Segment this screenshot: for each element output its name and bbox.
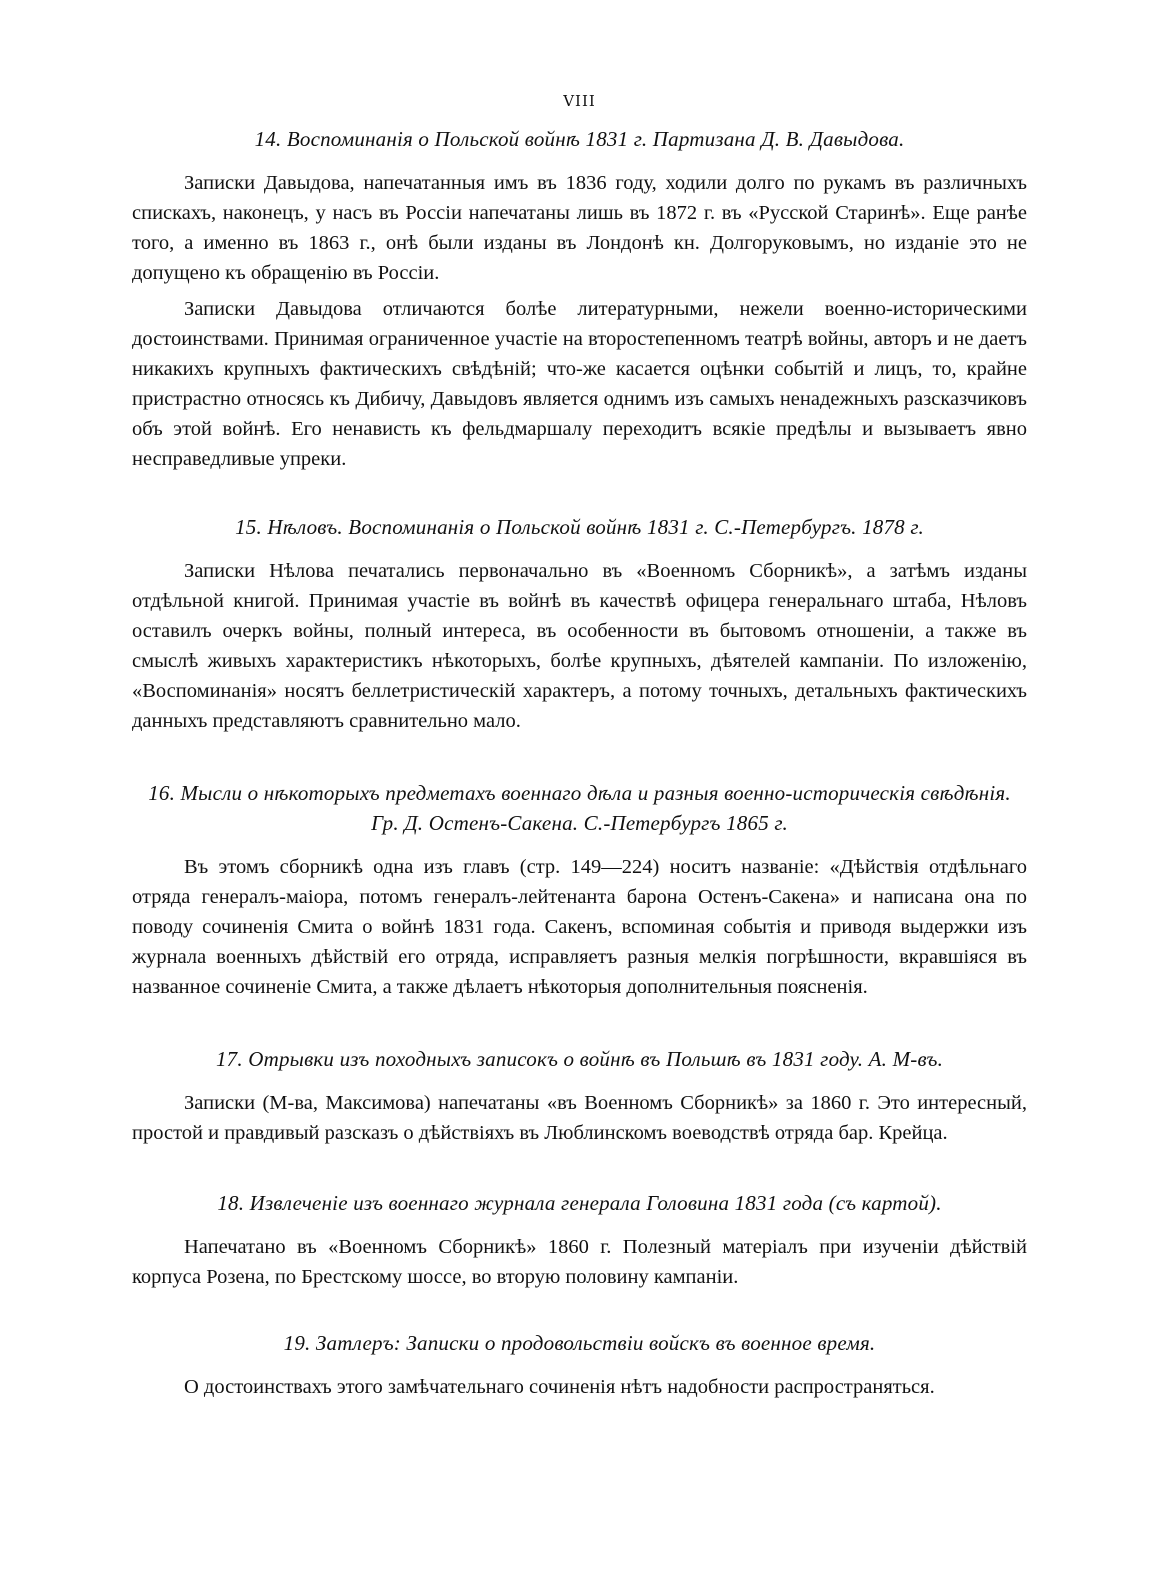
entry-14	[132, 124, 1027, 474]
spacer	[132, 742, 1027, 778]
entry-title: 16. Мысли о нѣкоторыхъ предметахъ военнаго дѣла и разныя военно-историческія свѣдѣнія. Гр. Д. Остенъ-Сакена. С.-Петербургъ 1865 г.	[148, 781, 1011, 835]
entry-body	[132, 1232, 1027, 1292]
entry-15	[132, 512, 1027, 736]
document-page	[132, 92, 1027, 1408]
paragraph: Записки Давыдова, напечатанныя имъ въ 1836 году, ходили долго по рукамъ въ различныхъ спискахъ, наконецъ, у насъ въ Россіи напечатаны лишь въ 1872 г. въ «Русской Старинѣ». Еще ранѣе того, а именно въ 1863 г., онѣ были изданы въ Лондонѣ кн. Долгоруковымъ, но изданіе это не допущено къ обращенію въ Россіи.	[132, 172, 1027, 284]
entry-body	[132, 852, 1027, 1002]
paragraph: О достоинствахъ этого замѣчательнаго сочиненія нѣтъ надобности распространяться.	[184, 1376, 935, 1398]
entry-19	[132, 1328, 1027, 1402]
entry-body	[132, 168, 1027, 474]
entry-17	[132, 1044, 1027, 1148]
entry-18	[132, 1188, 1027, 1292]
spacer	[132, 1008, 1027, 1044]
spacer	[132, 1298, 1027, 1328]
entry-16	[132, 778, 1027, 1002]
entry-title: 17. Отрывки изъ походныхъ записокъ о войнѣ въ Польшѣ въ 1831 году. А. М-въ.	[215, 1047, 944, 1071]
entry-title: 15. Нѣловъ. Воспоминанія о Польской войнѣ 1831 г. С.-Петербургъ. 1878 г.	[235, 515, 924, 539]
paragraph: Въ этомъ сборникѣ одна изъ главъ (стр. 149—224) носитъ названіе: «Дѣйствія отдѣльнаго отряда генералъ-маіора, потомъ генералъ-лейтенанта барона Остенъ-Сакена» и написана она по поводу сочиненія Смита о войнѣ 1831 года. Сакенъ, вспоминая событія и приводя выдержки изъ журнала военныхъ дѣйствій его отряда, исправляетъ разныя мелкія погрѣшности, вкравшіяся въ названное сочиненіе Смита, а также дѣлаетъ нѣкоторыя дополнительныя поясненія.	[132, 856, 1027, 998]
entry-title: 19. Затлеръ: Записки о продовольствіи войскъ въ военное время.	[283, 1331, 876, 1355]
entry-title: 18. Извлеченіе изъ военнаго журнала генерала Головина 1831 года (съ картой).	[217, 1191, 942, 1215]
paragraph: Напечатано въ «Военномъ Сборникѣ» 1860 г. Полезный матеріалъ при изученіи дѣйствій корпуса Розена, по Брестскому шоссе, во вторую половину кампаніи.	[132, 1236, 1027, 1288]
spacer	[132, 1154, 1027, 1188]
entry-body	[132, 556, 1027, 736]
entry-body	[132, 1088, 1027, 1148]
entry-title: 14. Воспоминанія о Польской войнѣ 1831 г. Партизана Д. В. Давыдова.	[254, 127, 905, 151]
paragraph: Записки (М-ва, Максимова) напечатаны «въ Военномъ Сборникѣ» за 1860 г. Это интересный, простой и правдивый разсказъ о дѣйствіяхъ въ Люблинскомъ воеводствѣ отряда бар. Крейца.	[132, 1092, 1027, 1144]
spacer	[132, 480, 1027, 512]
paragraph: Записки Нѣлова печатались первоначально въ «Военномъ Сборникѣ», а затѣмъ изданы отдѣльной книгой. Принимая участіе въ войнѣ въ качествѣ офицера генеральнаго штаба, Нѣловъ оставилъ очеркъ войны, полный интереса, въ особенности въ бытовомъ отношеніи, а также въ смыслѣ живыхъ характеристикъ нѣкоторыхъ, болѣе крупныхъ, дѣятелей кампаніи. По изложенію, «Воспоминанія» носятъ беллетристическій характеръ, а потому точныхъ, детальныхъ фактическихъ данныхъ представляютъ сравнительно мало.	[132, 560, 1027, 732]
entry-body	[132, 1372, 1027, 1402]
page-number: VIII	[563, 92, 596, 110]
paragraph: Записки Давыдова отличаются болѣе литературными, нежели военно-историческими достоинствами. Принимая ограниченное участіе на второстепенномъ театрѣ войны, авторъ и не даетъ никакихъ крупныхъ фактическихъ свѣдѣній; что-же касается оцѣнки событій и лицъ, то, крайне пристрастно относясь къ Дибичу, Давыдовъ является однимъ изъ самыхъ ненадежныхъ разсказчиковъ объ этой войнѣ. Его ненависть къ фельдмаршалу переходитъ всякіе предѣлы и вызываетъ явно несправедливые упреки.	[132, 298, 1027, 470]
